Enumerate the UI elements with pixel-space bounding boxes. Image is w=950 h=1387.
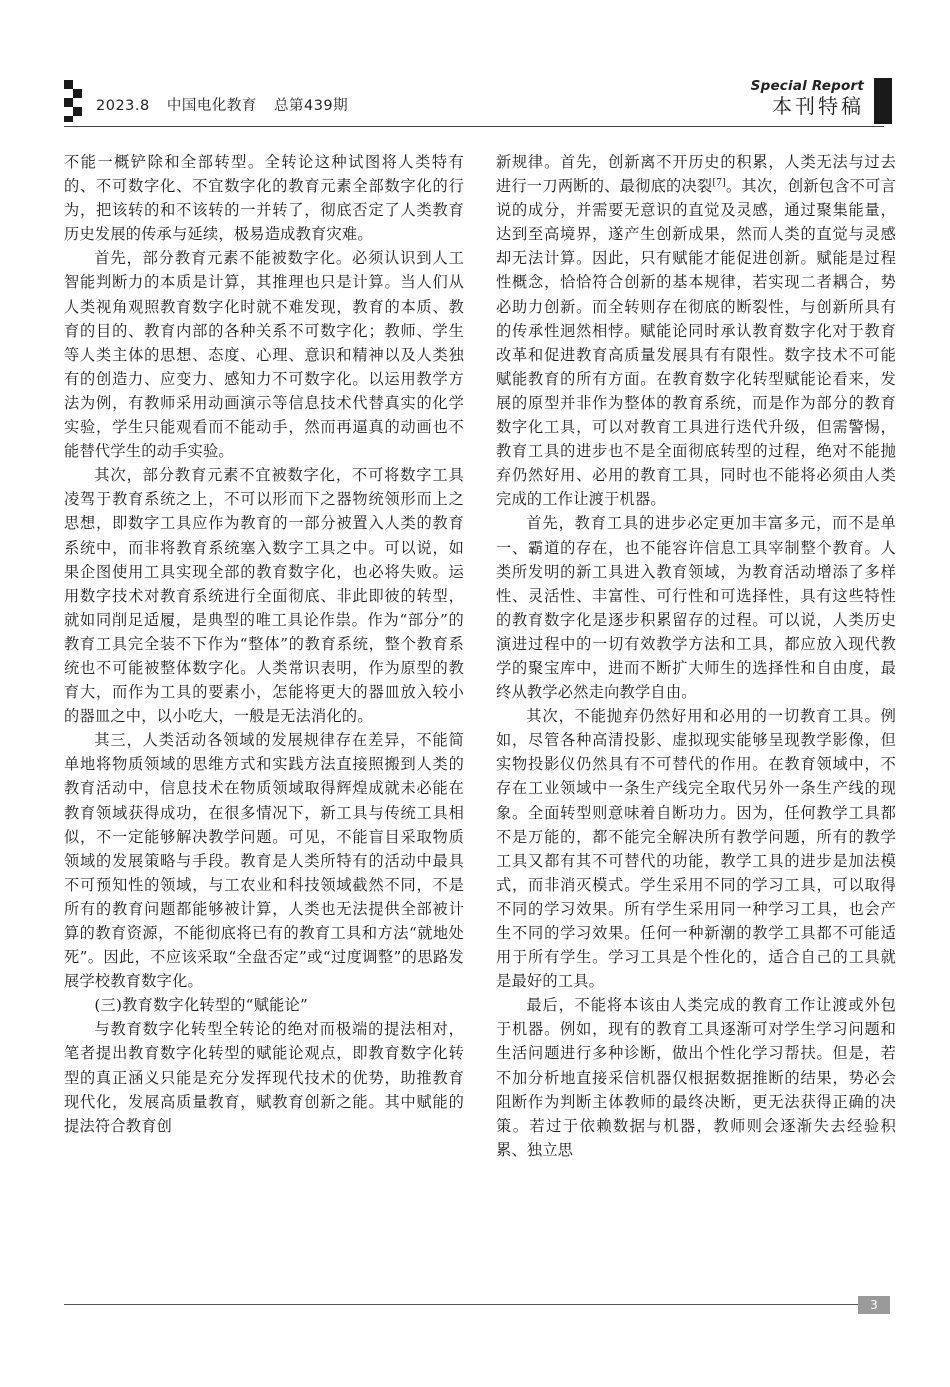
paragraph-text: 。其次，创新包含不可言说的成分，并需要无意识的直觉及灵感，通过聚集能量，达到至高境界，遂产生创新成果，然而人类的直觉与灵感却无法计算。因此，只有赋能才能促进创新。赋能是过程性概念，恰恰符合创新的基本规律，若实现二者耦合，势必助力创新。而全转则存在彻底的断裂性，与创新所具有的传承性迥然相悖。赋能论同时承认教育数字化对于教育改革和促进教育高质量发展具有有限性。数字技术不可能赋能教育的所有方面。在教育数字化转型赋能论看来，发展的原型并非作为整体的教育系统，而是作为部分的教育数字化工具，可以对教育工具进行迭代升级，但需警惕，教育工具的进步也不是全面彻底转型的过程，绝对不能抛弃仍然好用、必用的教育工具，同时也不能将必须由人类完成的工作让渡于机器。	[496, 177, 897, 509]
footer-divider	[64, 1304, 859, 1305]
section-label	[751, 78, 864, 118]
paragraph: 首先，教育工具的进步必定更加丰富多元，而不是单一、霸道的存在，也不能容许信息工具宰制整个教育。人类所发明的新工具进入教育领域，为教育活动增添了多样性、灵活性、丰富性、可行性和可选择性，具有这些特性的教育数字化是逐步积累留存的过程。可以说，人类历史演进过程中的一切有效教学方法和工具，都应放入现代教学的聚宝库中，进而不断扩大师生的选择性和自由度，最终从教学必然走向教学自由。	[496, 514, 896, 702]
section-label-en: Special Report	[750, 78, 864, 94]
corner-mark-icon	[64, 80, 84, 122]
issue-info	[96, 94, 360, 115]
right-column	[496, 150, 896, 1162]
journal-name: 中国电化教育	[166, 98, 257, 114]
paragraph-text: 新规律。首先，创新离不开历史的积累，人类无法与过去进行一刀两断的、最彻底的决裂	[496, 153, 896, 196]
paragraph: 与教育数字化转型全转论的绝对而极端的提法相对，笔者提出教育数字化转型的赋能论观点，即教育数字化转型的真正涵义只能是充分发挥现代技术的优势，助推教育现代化，发展高质量教育，赋教育创新之能。其中赋能的提法符合教育创	[64, 1020, 464, 1135]
page-header	[0, 0, 950, 130]
paragraph: 其次，不能抛弃仍然好用和必用的一切教育工具。例如，尽管各种高清投影、虚拟现实能够呈现教学影像，但实物投影仪仍然具有不可替代的作用。在教育领域中，不存在工业领域中一条生产线完全取代另外一条生产线的现象。全面转型则意味着自断功力。因为，任何教学工具都不是万能的，都不能完全解决所有教学问题，所有的教学工具又都有其不可替代的功能，教学工具的进步是加法模式，而非消灭模式。学生采用不同的学习工具，可以取得不同的学习效果。所有学生采用同一种学习工具，也会产生不同的学习效果。任何一种新潮的教学工具都不可能适用于所有学生。学习工具是个性化的，适合自己的工具就是最好的工具。	[496, 707, 896, 991]
page-number: 3	[858, 1296, 890, 1314]
paragraph: 其次，部分教育元素不宜被数字化，不可将数字工具凌驾于教育系统之上，不可以形而下之器物统领形而上之思想，即数字工具应作为教育的一部分被置入人类的教育系统中，而非将教育系统塞入数字工具之中。可以说，如果企图使用工具实现全部的教育数字化，也必将失败。运用数字技术对教育系统进行全面彻底、非此即彼的转型，就如同削足适履，是典型的唯工具论作祟。作为“部分”的教育工具完全装不下作为“整体”的教育系统，整个教育系统也不可能被整体数字化。人类常识表明，作为原型的教育大，而作为工具的要素小，怎能将更大的器皿放入较小的器皿之中，以小吃大，一般是无法消化的。	[64, 466, 464, 726]
section-label-cn: 本刊特稿	[772, 94, 864, 118]
issue-date: 2023.8	[96, 98, 150, 114]
left-column	[64, 150, 464, 1138]
paragraph: 首先，部分教育元素不能被数字化。必须认识到人工智能判断力的本质是计算，其推理也只是计算。当人们从人类视角观照教育数字化时就不难发现，教育的本质、教育的目的、教育内部的各种关系不可数字化；教师、学生等人类主体的思想、态度、心理、意识和精神以及人类独有的创造力、应变力、感知力不可数字化。以运用教学方法为例，有教师采用动画演示等信息技术代替真实的化学实验，学生只能观看而不能动手，然而再逼真的动画也不能替代学生的动手实验。	[64, 249, 464, 461]
header-bar-mark	[874, 78, 892, 124]
paragraph: 不能一概铲除和全部转型。全转论这种试图将人类特有的、不可数字化、不宜数字化的教育元素全部数字化的行为，把该转的和不该转的一并转了，彻底否定了人类教育历史发展的传承与延续，极易造成教育灾难。	[64, 153, 464, 244]
citation: [7]	[712, 178, 726, 189]
issue-total: 总第439期	[273, 98, 349, 114]
paragraph: 最后，不能将本该由人类完成的教育工作让渡或外包于机器。例如，现有的教育工具逐渐可对学生学习问题和生活问题进行多种诊断，做出个性化学习帮扶。但是，若不加分析地直接采信机器仅根据数据推断的结果，势必会阻断作为判断主体教师的最终决断，更无法获得正确的决策。若过于依赖数据与机器，教师则会逐渐失去经验积累、独立思	[496, 996, 896, 1159]
section-subheading: (三)教育数字化转型的“赋能论”	[94, 996, 309, 1015]
paragraph: 其三，人类活动各领域的发展规律存在差异，不能简单地将物质领域的思维方式和实践方法直接照搬到人类的教育活动中，信息技术在物质领域取得辉煌成就未必能在教育领域获得成功，在很多情况下，新工具与传统工具相似，不一定能够解决教学问题。可见，不能盲目采取物质领域的发展策略与手段。教育是人类所特有的活动中最具不可预知性的领域，与工农业和科技领域截然不同，不是所有的教育问题都能够被计算，人类也无法提供全部被计算的教育资源，不能彻底将已有的教育工具和方法“就地处死”。因此，不应该采取“全盘否定”或“过度调整”的思路发展学校教育数字化。	[64, 731, 464, 991]
header-divider	[64, 126, 884, 127]
paragraph	[496, 150, 896, 511]
